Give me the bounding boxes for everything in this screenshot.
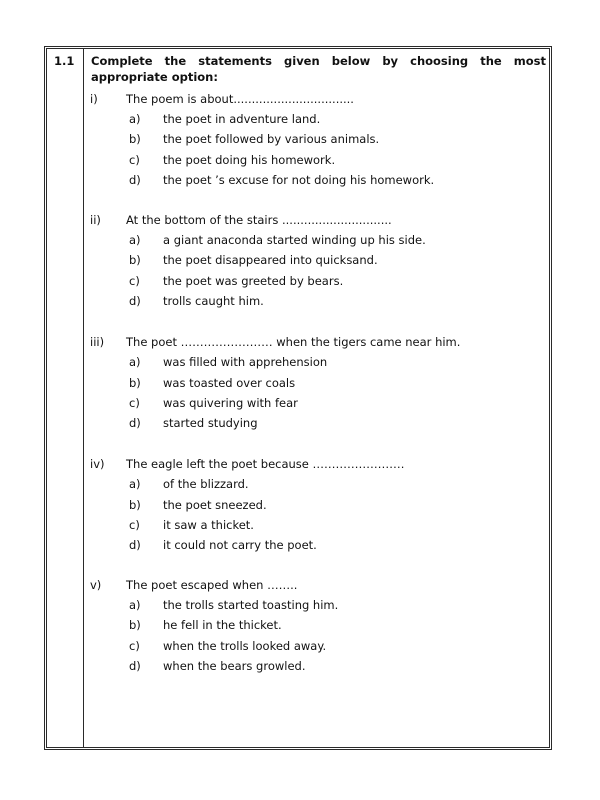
option-letter: a) bbox=[129, 112, 141, 126]
option-a bbox=[47, 355, 549, 371]
option-text: the poet followed by various animals. bbox=[163, 132, 380, 146]
option-letter: d) bbox=[129, 173, 141, 187]
option-letter: c) bbox=[129, 396, 140, 410]
part-numeral: iii) bbox=[90, 335, 105, 349]
option-d bbox=[47, 173, 549, 189]
option-text: he fell in the thicket. bbox=[163, 618, 282, 632]
option-letter: a) bbox=[129, 477, 141, 491]
option-c bbox=[47, 274, 549, 290]
option-text: trolls caught him. bbox=[163, 294, 264, 308]
option-letter: a) bbox=[129, 598, 141, 612]
option-text: it could not carry the poet. bbox=[163, 538, 317, 552]
option-b bbox=[47, 376, 549, 392]
option-text: it saw a thicket. bbox=[163, 518, 254, 532]
option-letter: c) bbox=[129, 153, 140, 167]
option-letter: d) bbox=[129, 659, 141, 673]
part-numeral: i) bbox=[90, 92, 98, 106]
option-text: a giant anaconda started winding up his side. bbox=[163, 233, 426, 247]
option-c bbox=[47, 396, 549, 412]
option-a bbox=[47, 112, 549, 128]
part-stem: The poet escaped when …….. bbox=[126, 578, 298, 592]
option-text: the poet doing his homework. bbox=[163, 153, 336, 167]
part-numeral: v) bbox=[90, 578, 102, 592]
part-stem: The poet …………………… when the tigers came near him. bbox=[126, 335, 461, 349]
option-text: when the bears growled. bbox=[163, 659, 306, 673]
option-text: of the blizzard. bbox=[163, 477, 249, 491]
option-d bbox=[47, 294, 549, 310]
option-a bbox=[47, 598, 549, 614]
option-letter: d) bbox=[129, 294, 141, 308]
option-letter: b) bbox=[129, 253, 141, 267]
option-text: the poet disappeared into quicksand. bbox=[163, 253, 378, 267]
option-text: was filled with apprehension bbox=[163, 355, 328, 369]
question-number: 1.1 bbox=[54, 54, 75, 68]
worksheet-frame bbox=[44, 46, 552, 750]
option-letter: b) bbox=[129, 132, 141, 146]
option-letter: c) bbox=[129, 639, 140, 653]
question-heading: Complete the statements given below by choosing the most appropriate option: bbox=[91, 54, 546, 84]
option-text: the poet ’s excuse for not doing his homework. bbox=[163, 173, 435, 187]
option-b bbox=[47, 498, 549, 514]
option-letter: a) bbox=[129, 355, 141, 369]
option-letter: c) bbox=[129, 274, 140, 288]
option-c bbox=[47, 639, 549, 655]
option-text: the poet in adventure land. bbox=[163, 112, 321, 126]
option-a bbox=[47, 233, 549, 249]
option-text: the poet was greeted by bears. bbox=[163, 274, 344, 288]
option-text: when the trolls looked away. bbox=[163, 639, 327, 653]
option-letter: d) bbox=[129, 538, 141, 552]
option-text: the poet sneezed. bbox=[163, 498, 267, 512]
option-d bbox=[47, 416, 549, 432]
option-letter: b) bbox=[129, 618, 141, 632]
option-letter: a) bbox=[129, 233, 141, 247]
part-stem: At the bottom of the stairs .............................. bbox=[126, 213, 392, 227]
option-c bbox=[47, 153, 549, 169]
option-letter: c) bbox=[129, 518, 140, 532]
option-letter: d) bbox=[129, 416, 141, 430]
option-b bbox=[47, 132, 549, 148]
option-b bbox=[47, 618, 549, 634]
option-text: was toasted over coals bbox=[163, 376, 296, 390]
option-text: was quivering with fear bbox=[163, 396, 298, 410]
option-text: started studying bbox=[163, 416, 258, 430]
option-a bbox=[47, 477, 549, 493]
option-c bbox=[47, 518, 549, 534]
part-stem: The eagle left the poet because …………………… bbox=[126, 457, 405, 471]
part-stem: The poem is about................................. bbox=[126, 92, 354, 106]
option-d bbox=[47, 659, 549, 675]
option-text: the trolls started toasting him. bbox=[163, 598, 339, 612]
option-letter: b) bbox=[129, 498, 141, 512]
part-numeral: iv) bbox=[90, 457, 105, 471]
part-numeral: ii) bbox=[90, 213, 101, 227]
option-b bbox=[47, 253, 549, 269]
option-d bbox=[47, 538, 549, 554]
option-letter: b) bbox=[129, 376, 141, 390]
